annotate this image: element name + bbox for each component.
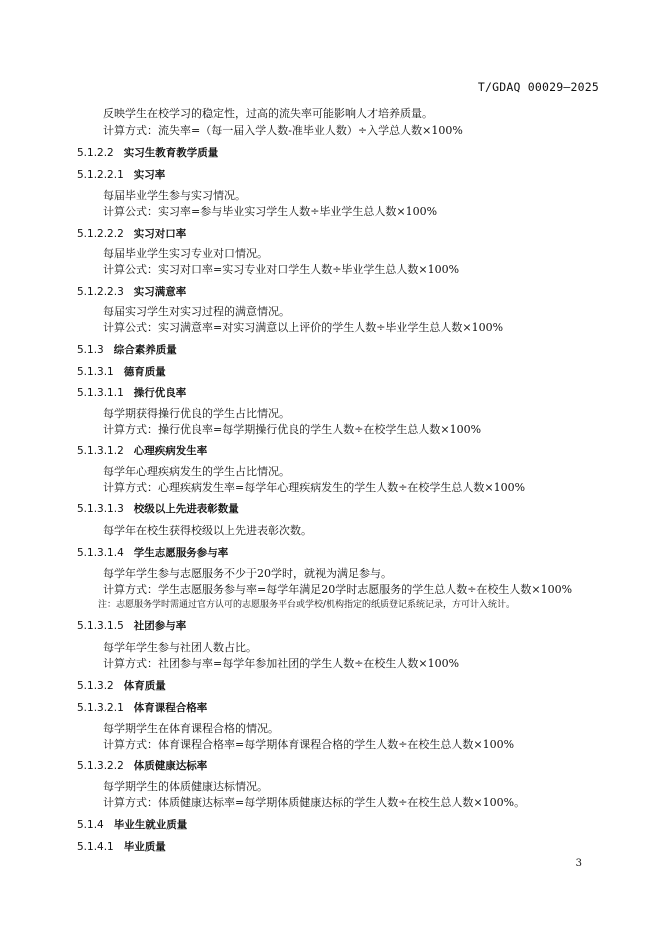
section-title: 心理疾病发生率 [133,445,208,457]
section-title: 校级以上先进表彰数量 [133,503,239,515]
paragraph-text: 每学年学生参与志愿服务不少于20学时，就视为满足参与。 [103,567,392,580]
paragraph-text: 每学期学生在体育课程合格的情况。 [103,722,279,735]
paragraph-text: 计算方式：社团参与率=每学年参加社团的学生人数÷在校生人数×100% [103,657,460,670]
section-heading [77,227,186,241]
paragraph-text: 每届毕业学生实习专业对口情况。 [103,247,268,260]
paragraph-text: 计算公式：实习率=参与毕业实习学生人数÷毕业学生总人数×100% [103,205,438,218]
paragraph-text: 计算公式：实习对口率=实习专业对口学生人数÷毕业学生总人数×100% [103,263,460,276]
paragraph-text: 每届毕业学生参与实习情况。 [103,189,246,202]
page-number: 3 [575,858,582,869]
section-heading [77,701,207,715]
section-number: 5.1.3.2.2 [77,760,124,772]
section-heading [77,818,187,832]
paragraph-text: 每学期获得操行优良的学生占比情况。 [103,407,290,420]
section-title: 实习对口率 [133,228,187,240]
section-number: 5.1.3 [77,344,104,356]
paragraph-text: 每学年学生参与社团人数占比。 [103,641,257,654]
section-title: 实习生教育教学质量 [123,147,219,159]
paragraph-text: 每届实习学生对实习过程的满意情况。 [103,305,290,318]
section-title: 实习率 [133,169,166,181]
paragraph-text: 每学年心理疾病发生的学生占比情况。 [103,465,290,478]
paragraph-text: 计算方式：心理疾病发生率=每学年心理疾病发生的学生人数÷在校学生总人数×100% [103,481,526,494]
paragraph-text: 计算方式：体质健康达标率=每学期体质健康达标的学生人数÷在校生总人数×100%。 [103,796,526,809]
section-number: 5.1.3.2.1 [77,702,124,714]
section-heading [77,444,207,458]
section-number: 5.1.4 [77,819,104,831]
section-heading [77,168,165,182]
section-number: 5.1.3.1.4 [77,547,124,559]
section-number: 5.1.3.1.5 [77,620,124,632]
paragraph-text: 计算方式：学生志愿服务参与率=每学年满足20学时志愿服务的学生总人数÷在校生人数×100% [103,583,573,596]
section-title: 德育质量 [123,366,166,378]
paragraph-text: 每学年在校生获得校级以上先进表彰次数。 [103,524,312,537]
section-heading [77,546,228,560]
section-heading [77,840,166,854]
section-heading [77,502,239,516]
section-number: 5.1.3.1 [77,366,114,378]
section-number: 5.1.3.1.2 [77,445,124,457]
section-heading [77,619,186,633]
section-heading [77,679,166,693]
section-title: 综合素养质量 [113,344,177,356]
document-code: T/GDAQ 00029—2025 [477,80,599,94]
section-title: 社团参与率 [133,620,187,632]
paragraph-text: 计算公式：实习满意率=对实习满意以上评价的学生人数÷毕业学生总人数×100% [103,321,504,334]
section-heading [77,759,207,773]
paragraph-text: 每学期学生的体质健康达标情况。 [103,780,268,793]
section-number: 5.1.3.1.3 [77,503,124,515]
section-title: 体质健康达标率 [133,760,208,772]
section-number: 5.1.3.1.1 [77,387,124,399]
section-number: 5.1.4.1 [77,841,114,853]
note-text: 注：志愿服务学时需通过官方认可的志愿服务平台或学校/机构指定的纸质登记系统记录，方可计入统计。 [98,600,516,610]
section-title: 毕业生就业质量 [113,819,188,831]
paragraph-text: 反映学生在校学习的稳定性，过高的流失率可能影响人才培养质量。 [103,107,433,120]
section-number: 5.1.2.2.2 [77,228,124,240]
section-number: 5.1.2.2 [77,147,114,159]
section-number: 5.1.2.2.3 [77,286,124,298]
paragraph-text: 计算方式：体育课程合格率=每学期体育课程合格的学生人数÷在校生总人数×100% [103,738,515,751]
section-title: 毕业质量 [123,841,166,853]
section-title: 实习满意率 [133,286,187,298]
section-title: 学生志愿服务参与率 [133,547,229,559]
section-number: 5.1.2.2.1 [77,169,124,181]
section-heading [77,365,166,379]
section-title: 体育课程合格率 [133,702,208,714]
section-heading [77,343,177,357]
section-heading [77,386,186,400]
section-number: 5.1.3.2 [77,680,114,692]
paragraph-text: 计算方式：操行优良率=每学期操行优良的学生人数÷在校学生总人数×100% [103,423,482,436]
section-heading [77,146,218,160]
section-heading [77,285,186,299]
paragraph-text: 计算方式：流失率=（每一届入学人数-准毕业人数）÷入学总人数×100% [103,124,463,137]
section-title: 体育质量 [123,680,166,692]
section-title: 操行优良率 [133,387,187,399]
